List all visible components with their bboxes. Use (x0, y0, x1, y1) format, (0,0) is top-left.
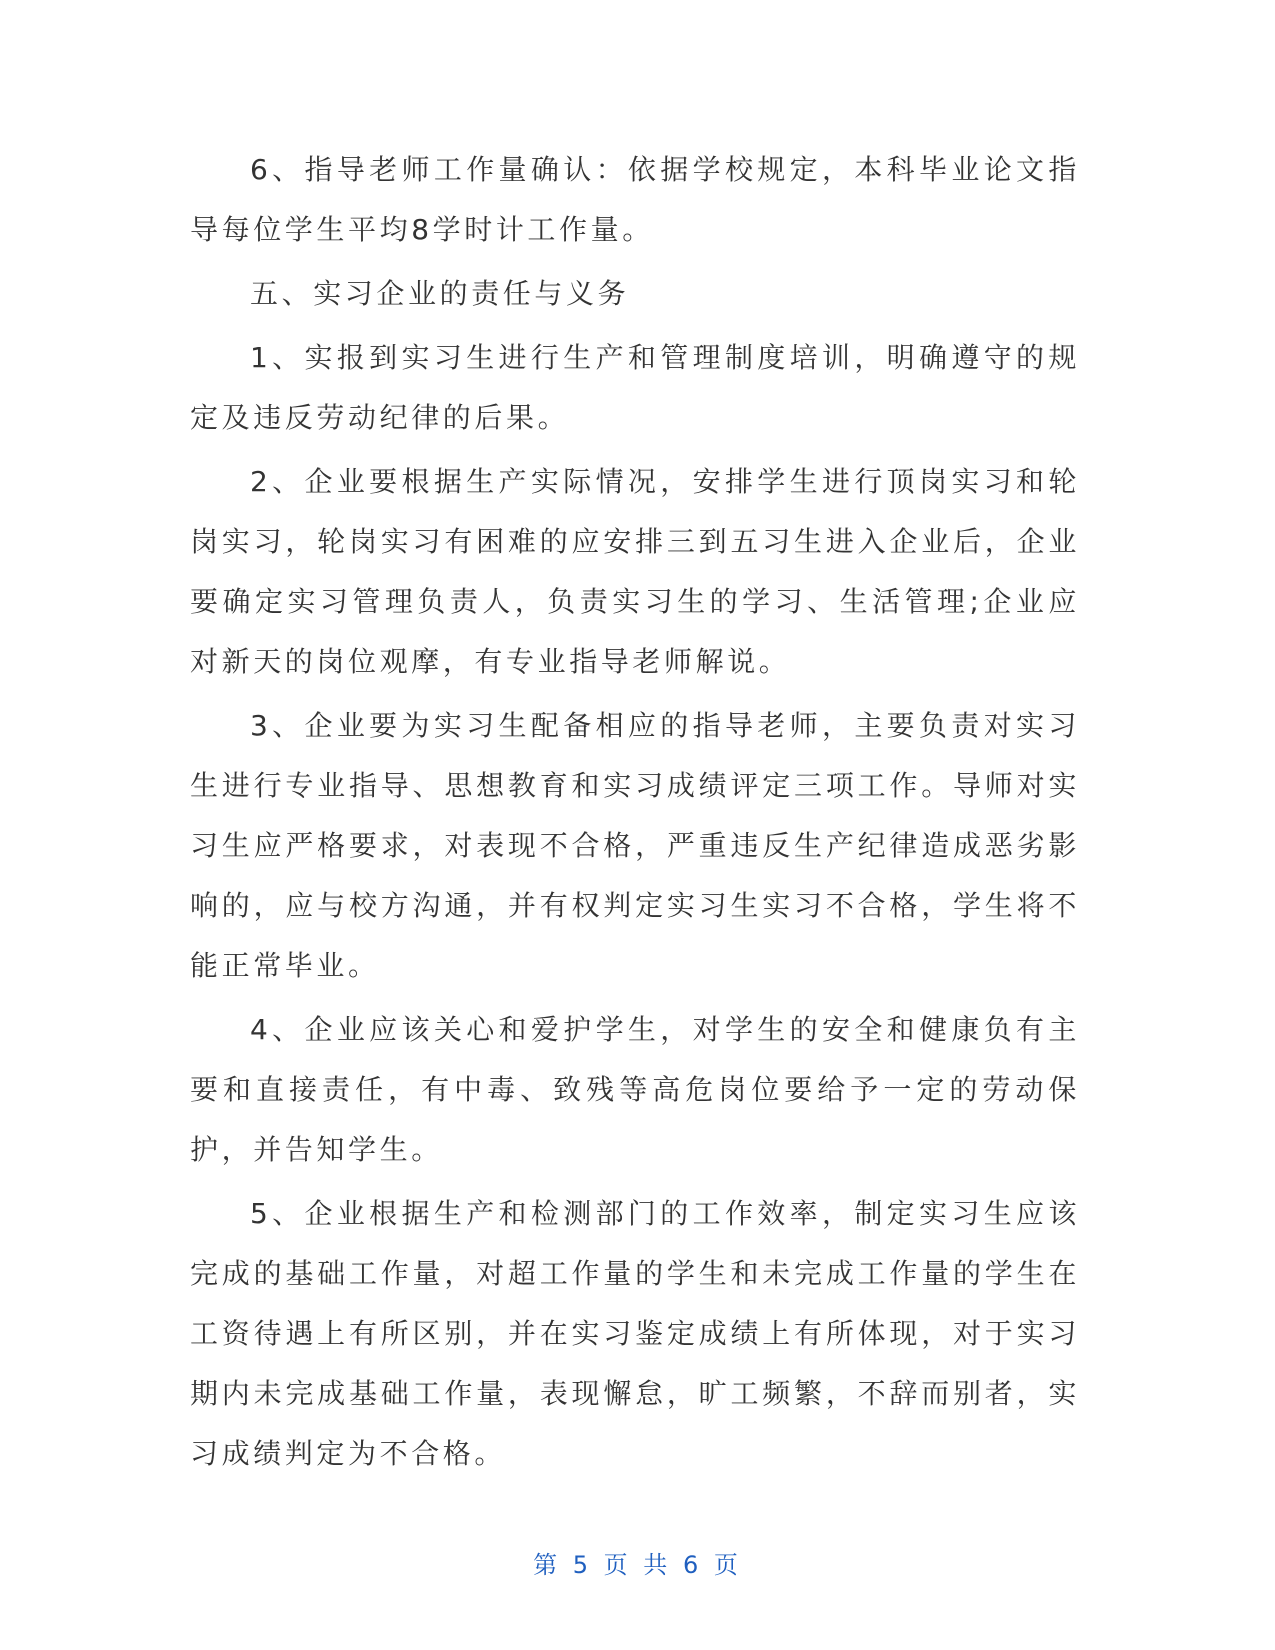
paragraph-item-5: 5、企业根据生产和检测部门的工作效率，制定实习生应该完成的基础工作量，对超工作量的学生和未完成工作量的学生在工资待遇上有所区别，并在实习鉴定成绩上有所体现，对于实习期内未完成基础工作量，表现懈怠，旷工频繁，不辞而别者，实习成绩判定为不合格。 (190, 1197, 1080, 1470)
document-body (190, 140, 1080, 1488)
paragraph-workload: 6、指导老师工作量确认：依据学校规定，本科毕业论文指导每位学生平均8学时计工作量。 (190, 153, 1080, 246)
paragraph-item-3: 3、企业要为实习生配备相应的指导老师，主要负责对实习生进行专业指导、思想教育和实习成绩评定三项工作。导师对实习生应严格要求，对表现不合格，严重违反生产纪律造成恶劣影响的，应与校方沟通，并有权判定实习生实习不合格，学生将不能正常毕业。 (190, 709, 1080, 982)
paragraph-item-4: 4、企业应该关心和爱护学生，对学生的安全和健康负有主要和直接责任，有中毒、致残等高危岗位要给予一定的劳动保护，并告知学生。 (190, 1013, 1080, 1166)
paragraph-item-1: 1、实报到实习生进行生产和管理制度培训，明确遵守的规定及违反劳动纪律的后果。 (190, 341, 1080, 434)
paragraph-item-2: 2、企业要根据生产实际情况，安排学生进行顶岗实习和轮岗实习，轮岗实习有困难的应安排三到五习生进入企业后，企业要确定实习管理负责人，负责实习生的学习、生活管理;企业应对新天的岗位观摩，有专业指导老师解说。 (190, 465, 1080, 678)
page-number-footer: 第 5 页 共 6 页 (533, 1551, 742, 1579)
section-heading: 五、实习企业的责任与义务 (250, 277, 630, 310)
